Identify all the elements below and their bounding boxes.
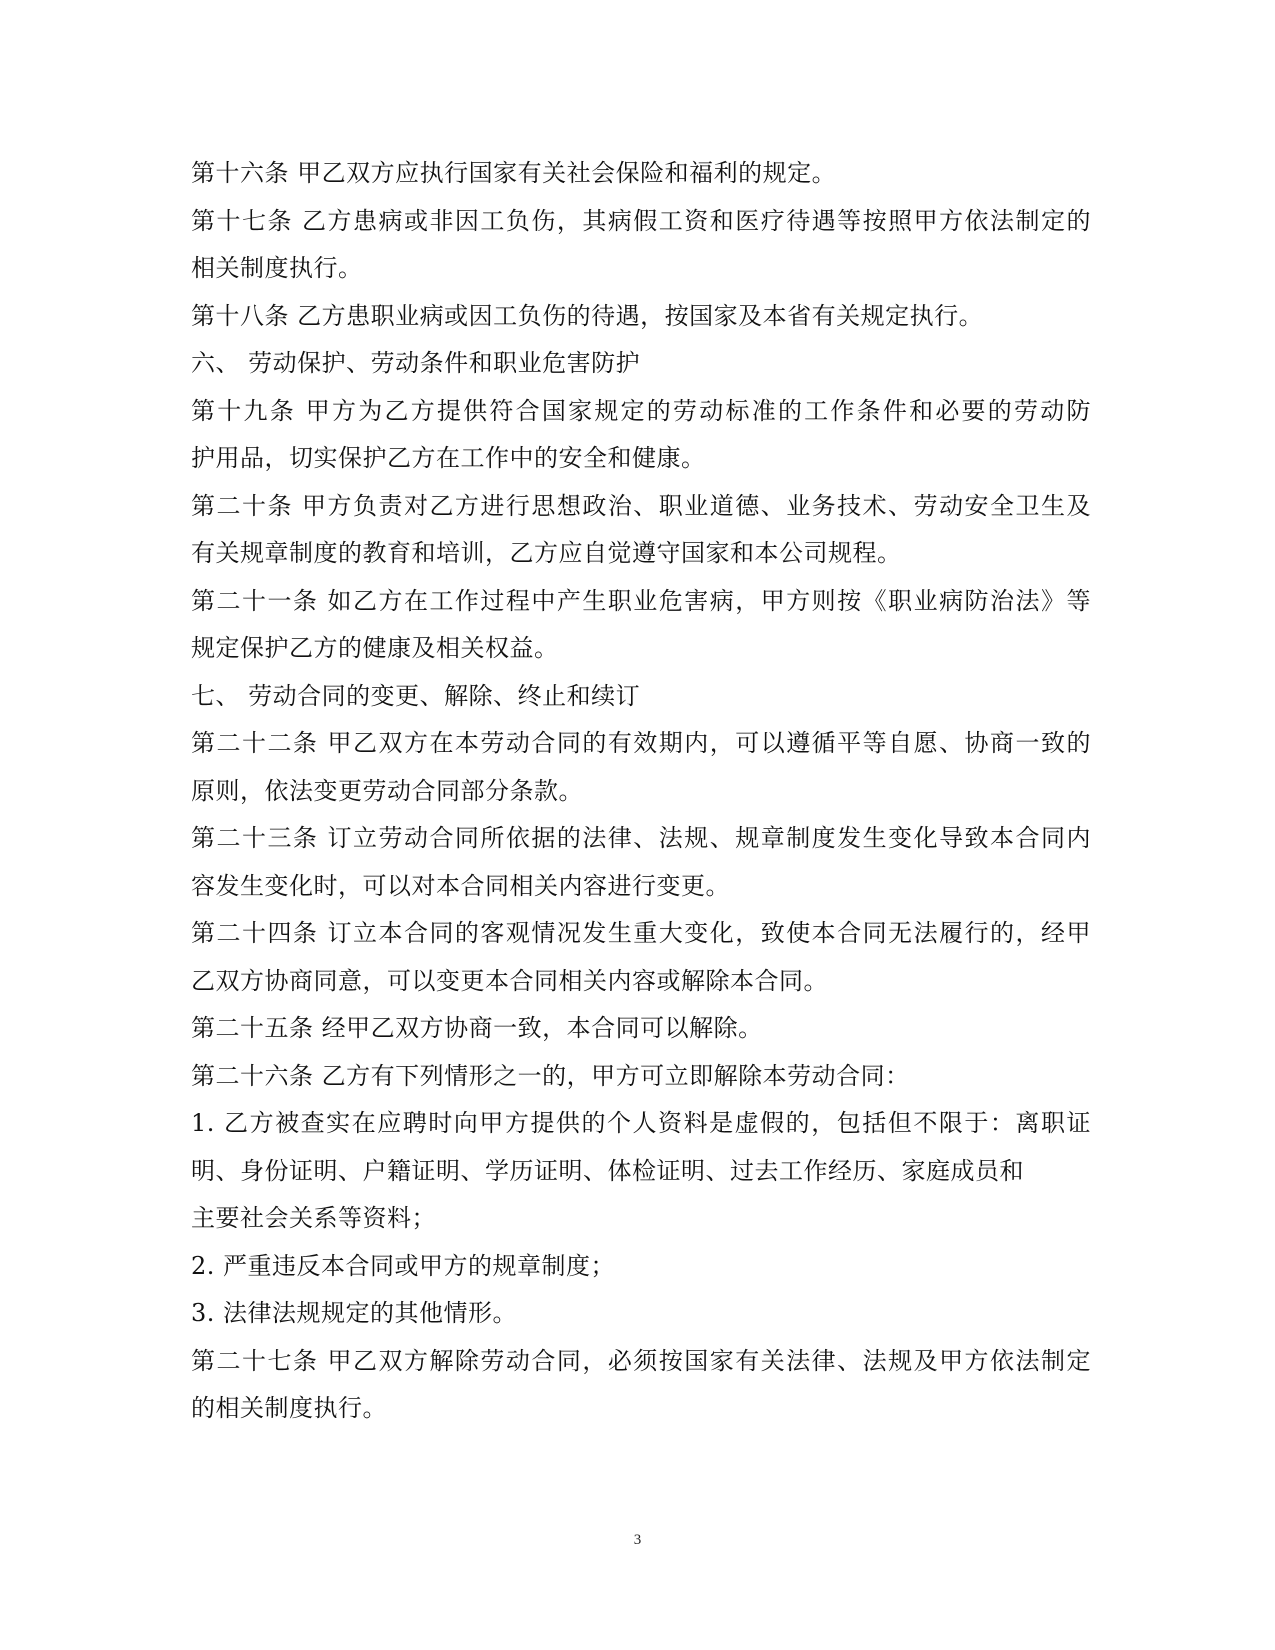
article-19-line-1: 第十九条 甲方为乙方提供符合国家规定的劳动标准的工作条件和必要的劳动防 xyxy=(191,396,1091,425)
article-21-line-2: 规定保护乙方的健康及相关权益。 xyxy=(191,634,559,662)
page-number: 3 xyxy=(633,1532,642,1548)
article-21-line-1: 第二十一条 如乙方在工作过程中产生职业危害病，甲方则按《职业病防治法》等 xyxy=(191,586,1091,615)
article-24-line-1: 第二十四条 订立本合同的客观情况发生重大变化，致使本合同无法履行的，经甲 xyxy=(191,919,1091,947)
list-item-3-line: 3. 法律法规规定的其他情形。 xyxy=(191,1299,518,1327)
section-6-heading: 六、 劳动保护、劳动条件和职业危害防护 xyxy=(191,349,641,377)
article-27-line-1: 第二十七条 甲乙双方解除劳动合同，必须按国家有关法律、法规及甲方依法制定 xyxy=(191,1346,1091,1375)
article-27-line-2: 的相关制度执行。 xyxy=(191,1394,387,1422)
article-26-line: 第二十六条 乙方有下列情形之一的，甲方可立即解除本劳动合同： xyxy=(191,1061,910,1090)
article-23-line-2: 容发生变化时，可以对本合同相关内容进行变更。 xyxy=(191,871,730,900)
list-item-1-line-1: 1. 乙方被查实在应聘时向甲方提供的个人资料是虚假的，包括但不限于：离职证 xyxy=(191,1109,1091,1137)
article-20-line-1: 第二十条 甲方负责对乙方进行思想政治、职业道德、业务技术、劳动安全卫生及 xyxy=(191,491,1091,520)
list-item-1-line-2: 明、身份证明、户籍证明、学历证明、体检证明、过去工作经历、家庭成员和 xyxy=(191,1156,1024,1185)
article-20-line-2: 有关规章制度的教育和培训，乙方应自觉遵守国家和本公司规程。 xyxy=(191,539,902,567)
document-body xyxy=(191,150,1091,1433)
article-24-line-2: 乙双方协商同意，可以变更本合同相关内容或解除本合同。 xyxy=(191,966,828,995)
article-23-line-1: 第二十三条 订立劳动合同所依据的法律、法规、规章制度发生变化导致本合同内 xyxy=(191,824,1091,852)
article-22-line-1: 第二十二条 甲乙双方在本劳动合同的有效期内，可以遵循平等自愿、协商一致的 xyxy=(191,729,1091,757)
article-16-line: 第十六条 甲乙双方应执行国家有关社会保险和福利的规定。 xyxy=(191,159,837,187)
article-22-line-2: 原则，依法变更劳动合同部分条款。 xyxy=(191,776,583,805)
article-19-line-2: 护用品，切实保护乙方在工作中的安全和健康。 xyxy=(191,444,706,472)
article-17-line-2: 相关制度执行。 xyxy=(191,254,363,282)
article-18-line: 第十八条 乙方患职业病或因工负伤的待遇，按国家及本省有关规定执行。 xyxy=(191,301,984,330)
list-item-1-line-3: 主要社会关系等资料； xyxy=(191,1204,436,1232)
article-17-line-1: 第十七条 乙方患病或非因工负伤，其病假工资和医疗待遇等按照甲方依法制定的 xyxy=(191,206,1091,235)
section-7-heading: 七、 劳动合同的变更、解除、终止和续订 xyxy=(191,681,641,710)
article-25-line: 第二十五条 经甲乙双方协商一致，本合同可以解除。 xyxy=(191,1014,763,1042)
list-item-2-line: 2. 严重违反本合同或甲方的规章制度； xyxy=(191,1251,616,1280)
